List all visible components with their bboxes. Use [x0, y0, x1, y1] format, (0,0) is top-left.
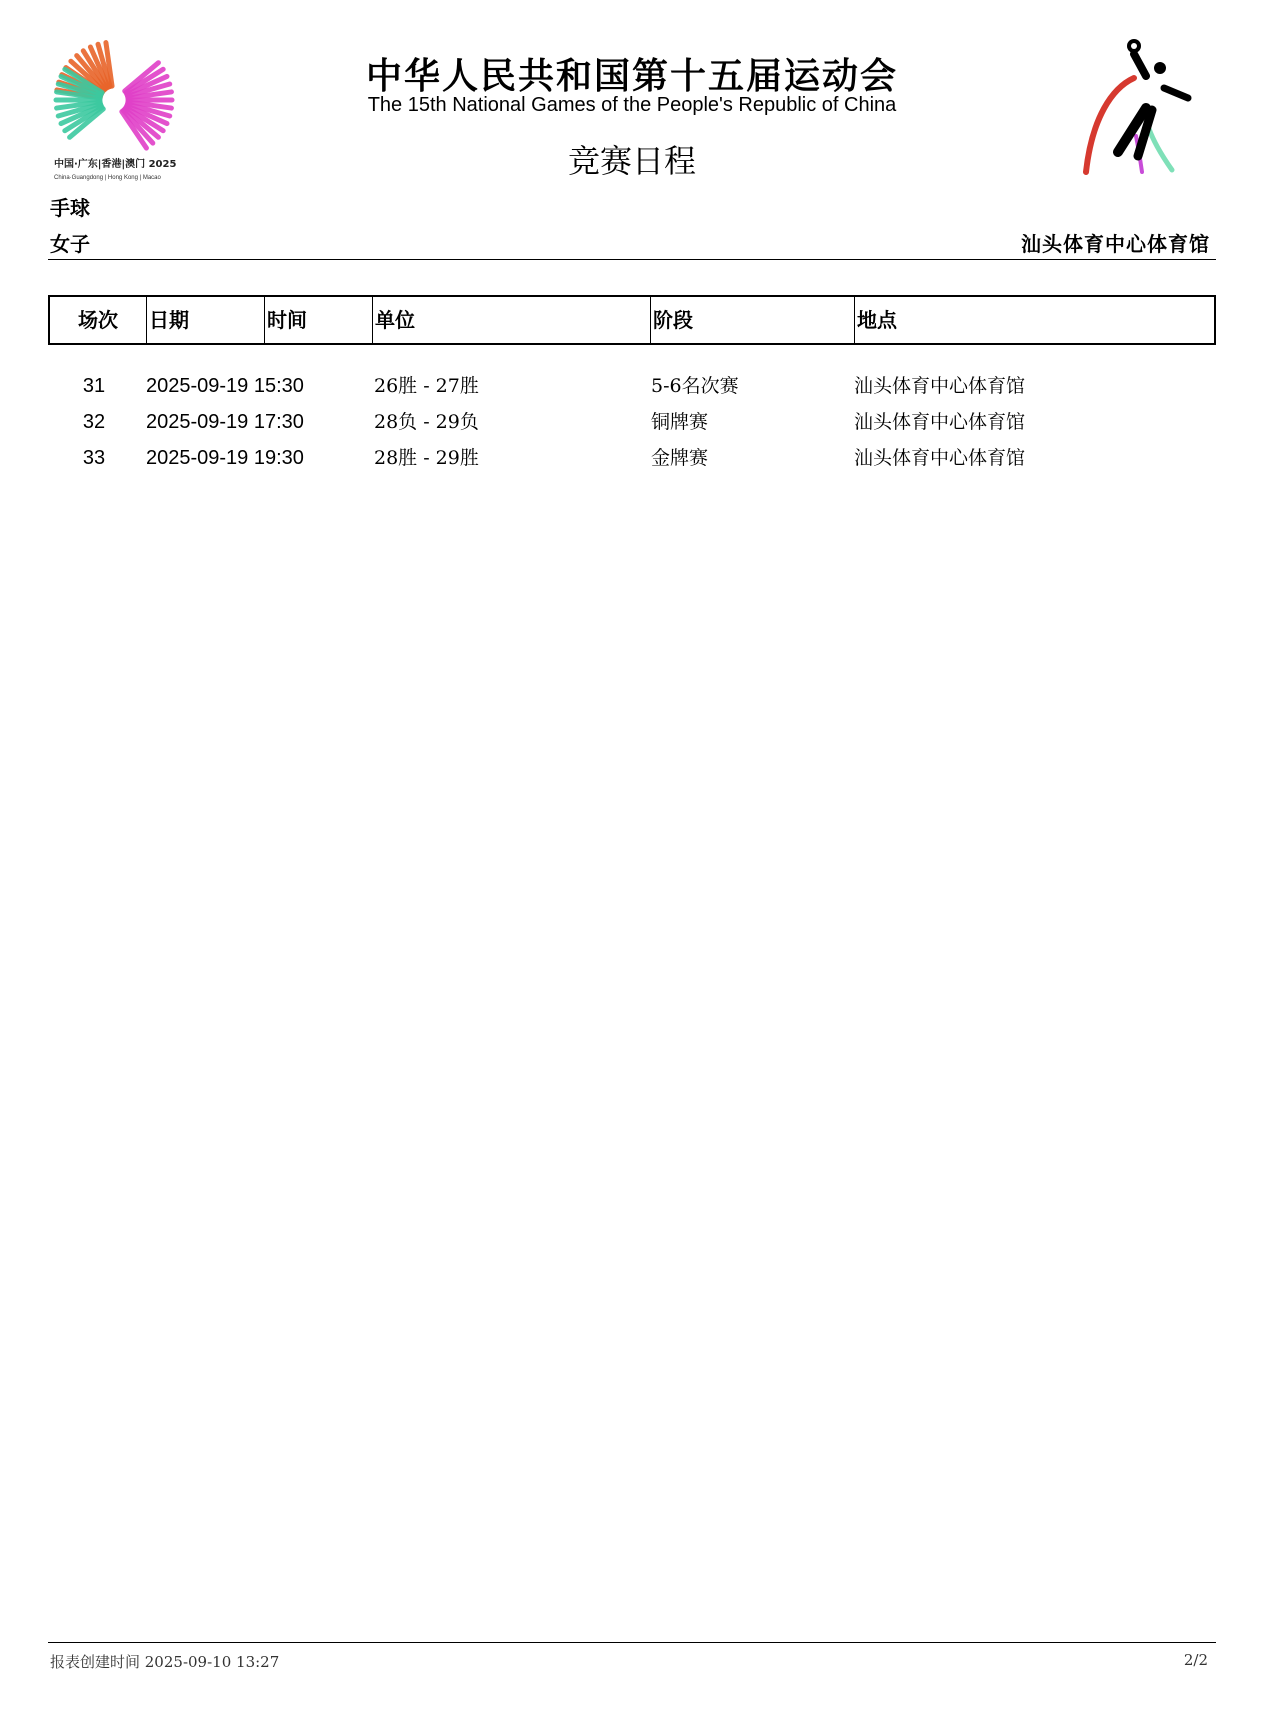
gender-label: 女子	[50, 232, 90, 256]
venue-label: 汕头体育中心体育馆	[1021, 232, 1210, 256]
match-datetime: 2025-09-19 15:30	[146, 375, 304, 397]
match-stage: 铜牌赛	[651, 411, 709, 433]
table-row	[48, 368, 1212, 404]
report-created-time: 报表创建时间 2025-09-10 13:27	[50, 1653, 280, 1671]
table-header	[48, 295, 1216, 345]
sport-label: 手球	[50, 196, 90, 220]
match-datetime: 2025-09-19 17:30	[146, 411, 304, 433]
col-header-time: 时间	[264, 297, 372, 343]
emblem-caption: 中国·广东|香港|澳门 2025	[54, 159, 177, 170]
match-venue: 汕头体育中心体育馆	[854, 411, 1026, 433]
table-row	[48, 404, 1212, 440]
col-header-no: 场次	[78, 308, 118, 332]
match-unit: 26胜 - 27胜	[374, 375, 479, 397]
match-stage: 5-6名次赛	[651, 375, 739, 397]
match-stage: 金牌赛	[651, 447, 709, 469]
table-row	[48, 440, 1212, 476]
match-number: 31	[82, 375, 106, 397]
emblem-subcaption: China·Guangdong | Hong Kong | Macao	[54, 175, 161, 181]
match-datetime: 2025-09-19 19:30	[146, 447, 304, 469]
match-unit: 28胜 - 29胜	[374, 447, 479, 469]
footer-divider	[48, 1642, 1216, 1643]
match-number: 33	[82, 447, 106, 469]
match-unit: 28负 - 29负	[374, 411, 479, 433]
page-number: 2/2	[1183, 1651, 1208, 1669]
col-header-stage: 阶段	[650, 297, 854, 343]
col-header-unit: 单位	[372, 297, 650, 343]
document-title: 竞赛日程	[567, 142, 696, 180]
col-header-venue: 地点	[854, 297, 1210, 343]
match-number: 32	[82, 411, 106, 433]
header-divider	[48, 259, 1216, 260]
page-title-cn: 中华人民共和国第十五届运动会	[365, 56, 898, 97]
page-title-en: The 15th National Games of the People's Republic of China	[367, 94, 897, 116]
col-header-date: 日期	[146, 297, 264, 343]
match-venue: 汕头体育中心体育馆	[854, 447, 1026, 469]
match-venue: 汕头体育中心体育馆	[854, 375, 1026, 397]
